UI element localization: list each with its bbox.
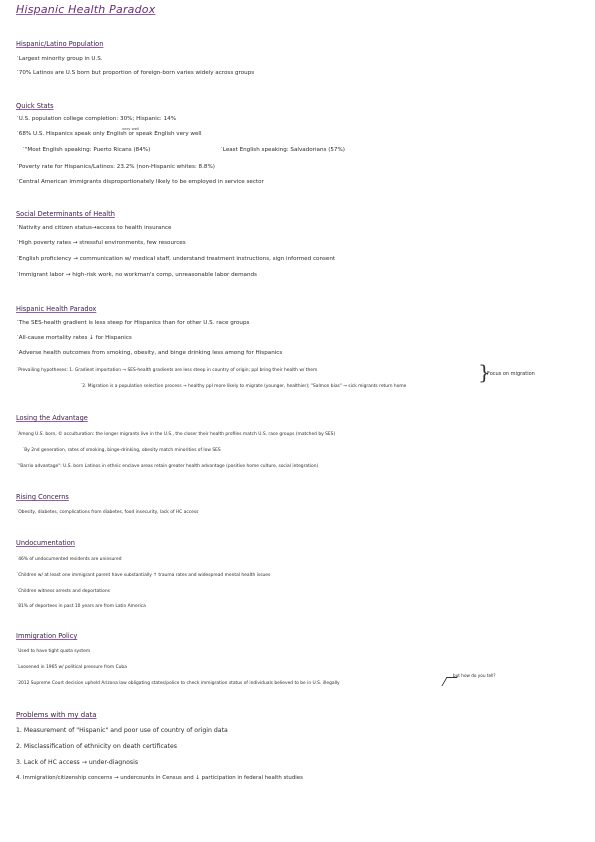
heading-immigration-policy: Immigration Policy	[16, 632, 78, 640]
bullet: ˙Nativity and citizen status→access to health insurance	[16, 225, 172, 231]
bullet: ˙High poverty rates → stressful environments, few resources	[16, 240, 186, 246]
margin-note: but how do you tell?	[453, 673, 496, 678]
page-title: Hispanic Health Paradox	[16, 3, 156, 16]
heading-hispanic-health-paradox: Hispanic Health Paradox	[16, 305, 97, 313]
numbered-item: 1. Measurement of "Hispanic" and poor use of country of origin data	[16, 727, 228, 734]
bullet: ˙Least English speaking: Salvadorians (57%)	[220, 147, 345, 153]
bullet: ˙Largest minority group in U.S.	[16, 56, 103, 62]
bullet: ˙Poverty rate for Hispanics/Latinos: 23.2% (non-Hispanic whites: 8.8%)	[16, 164, 215, 170]
bullet: ˙By 2nd generation, rates of smoking, binge-drinking, obesity match minorities of low SES	[22, 448, 221, 453]
curly-brace-icon: }	[478, 360, 491, 384]
bullet: ˙Central American immigrants disproportionately likely to be employed in service sector	[16, 179, 264, 185]
bullet: ˙81% of deportees in past 10 years are from Latin America	[16, 604, 146, 609]
bullet: ˙U.S. population college completion: 30%; Hispanic: 14%	[16, 116, 177, 122]
bullet: ˙Children witness arrests and deportations	[16, 589, 110, 594]
margin-note: Focus on migration	[487, 371, 535, 377]
heading-quick-stats: Quick Stats	[16, 102, 54, 110]
heading-undocumentation: Undocumentation	[16, 539, 75, 547]
bullet: ˙Among U.S. born, © acculturation: the longer migrants live in the U.S., the closer their health profiles match U.S. race groups (matched by SES)	[16, 432, 336, 437]
bullet: ˙2012 Supreme Court decision upheld Arizona law obligating states/police to check immigration status of individuals believed to be in U.S. illegally	[16, 681, 340, 686]
numbered-item: 3. Lack of HC access → under-diagnosis	[16, 759, 139, 766]
heading-rising-concerns: Rising Concerns	[16, 493, 69, 501]
bullet: ˙Adverse health outcomes from smoking, obesity, and binge drinking less among for Hispanics	[16, 350, 283, 356]
annotation-arrow-icon	[441, 677, 457, 686]
heading-hispanic-latino-population: Hispanic/Latino Population	[16, 40, 104, 48]
bullet: ˙Immigrant labor → high-risk work, no workman's comp, unreasonable labor demands	[16, 272, 257, 278]
bullet: ˙46% of undocumented residents are uninsured	[16, 557, 122, 562]
bullet: ˙Obesity, diabetes, complications from diabetes, food insecurity, lack of HC access	[16, 510, 199, 515]
bullet: ˙Used to have tight quota system	[16, 649, 91, 654]
bullet: ˙The SES-health gradient is less steep for Hispanics than for other U.S. race groups	[16, 320, 250, 326]
bullet: ˙2. Migration is a population selection process → healthy ppl more likely to migrate (younger, healthier); "Salmon bias" → sick migrants return home	[80, 384, 407, 389]
bullet: ˙All-cause mortality rates ↓ for Hispanics	[16, 335, 132, 341]
bullet: ˙Children w/ at least one immigrant parent have substantially ↑ trauma rates and widespread mental health issues	[16, 573, 271, 578]
bullet: ˙"Most English speaking: Puerto Ricans (84%)	[22, 147, 151, 153]
inline-insertion: very well	[122, 126, 140, 131]
numbered-item: 4. Immigration/citizenship concerns → undercounts in Census and ↓ participation in federal health studies	[16, 775, 303, 781]
bullet: ˙"Barrio advantage": U.S. born Latinos in ethnic enclave areas retain greater health advantage (positive home culture, social integration)	[16, 464, 319, 469]
numbered-item: 2. Misclassification of ethnicity on death certificates	[16, 743, 178, 750]
heading-losing-the-advantage: Losing the Advantage	[16, 414, 88, 422]
bullet: ˙Prevailing hypotheses: 1. Gradient importation → SES-health gradients are less steep in country of origin; ppl bring their health w/ them	[16, 368, 318, 373]
heading-problems-with-data: Problems with my data	[16, 711, 97, 719]
bullet: ˙70% Latinos are U.S born but proportion of foreign-born varies widely across groups	[16, 70, 255, 76]
bullet: ˙Loosened in 1965 w/ political pressure from Cuba	[16, 665, 127, 670]
heading-social-determinants: Social Determinants of Health	[16, 210, 115, 218]
bullet: ˙68% U.S. Hispanics speak only English or speak English very well	[16, 131, 202, 137]
bullet: ˙English proficiency → communication w/ medical staff, understand treatment instructions, sign informed consent	[16, 256, 336, 262]
